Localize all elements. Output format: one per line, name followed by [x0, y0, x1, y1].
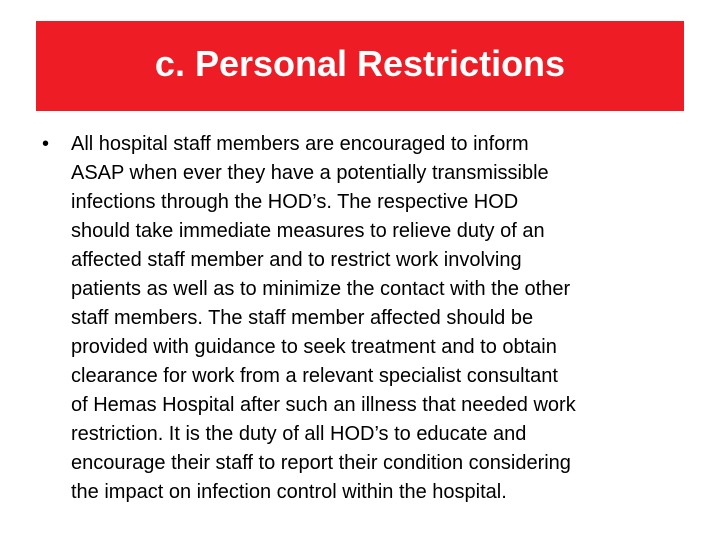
bullet-text-line: staff members. The staff member affected should be	[71, 307, 534, 329]
title-bar	[36, 21, 684, 111]
bullet-text-line: the impact on infection control within the hospital.	[71, 481, 507, 503]
bullet-text-line: patients as well as to minimize the contact with the other	[71, 278, 571, 300]
bullet-list	[42, 130, 682, 507]
bullet-text-line: affected staff member and to restrict work involving	[71, 249, 522, 271]
bullet-text-line: ASAP when ever they have a potentially transmissible	[71, 162, 549, 184]
bullet-text-line: All hospital staff members are encouraged to inform	[71, 133, 529, 155]
slide-title: c. Personal Restrictions	[154, 43, 566, 84]
bullet-text-line: clearance for work from a relevant specialist consultant	[71, 365, 558, 387]
bullet-text-line: provided with guidance to seek treatment and to obtain	[71, 336, 557, 358]
bullet-text-line: restriction. It is the duty of all HOD’s to educate and	[71, 423, 527, 445]
bullet-text-line: infections through the HOD’s. The respective HOD	[71, 191, 519, 213]
bullet-icon: •	[42, 133, 50, 155]
bullet-text-line: of Hemas Hospital after such an illness that needed work	[71, 394, 576, 416]
bullet-item	[42, 130, 682, 507]
bullet-text-line: should take immediate measures to relieve duty of an	[71, 220, 545, 242]
bullet-text-line: encourage their staff to report their condition considering	[71, 452, 571, 474]
